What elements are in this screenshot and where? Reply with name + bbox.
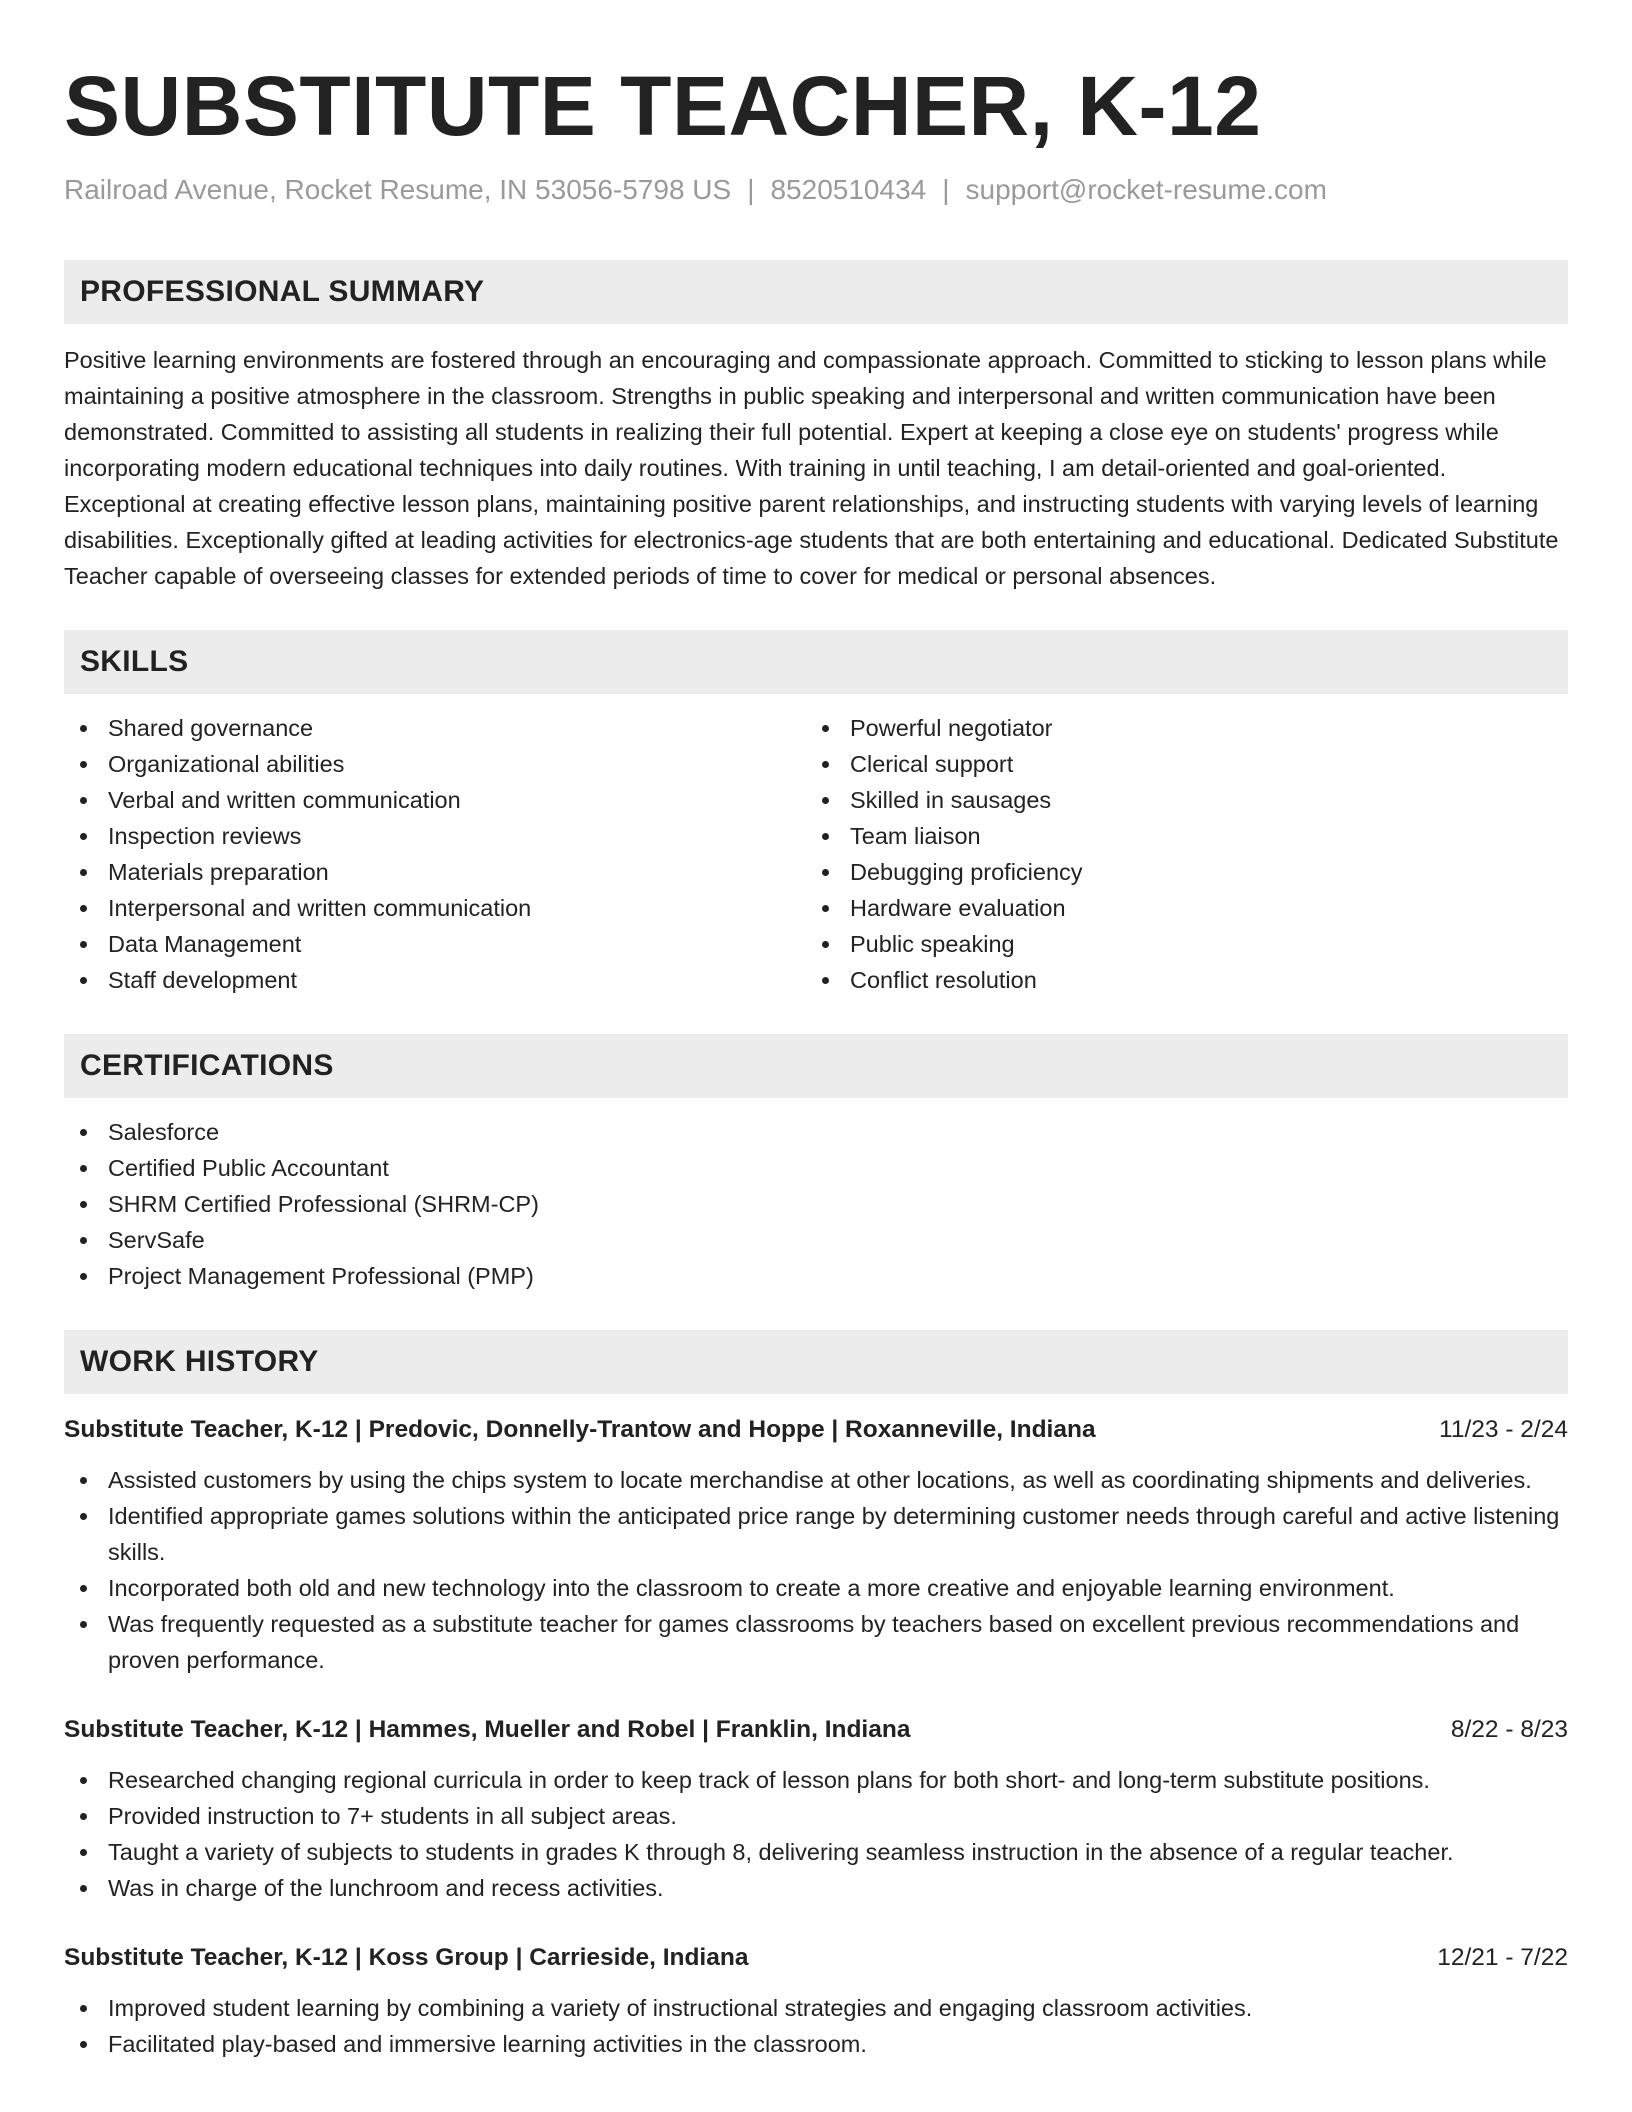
job-bullet: Provided instruction to 7+ students in all subject areas.	[64, 1798, 1568, 1834]
skills-list-left	[64, 710, 806, 998]
job-bullet: Incorporated both old and new technology into the classroom to create a more creative and enjoyable learning environment.	[64, 1570, 1568, 1606]
resume-name: SUBSTITUTE TEACHER, K-12	[64, 59, 1262, 153]
skill-item: Shared governance	[64, 710, 806, 746]
skill-item: Powerful negotiator	[806, 710, 1548, 746]
job-bullet: Improved student learning by combining a variety of instructional strategies and engaging classroom activities.	[64, 1990, 1568, 2026]
contact-separator: |	[942, 174, 950, 205]
skills-list-right	[806, 710, 1548, 998]
job-title: Substitute Teacher, K-12 | Hammes, Mueller and Robel | Franklin, Indiana	[64, 1716, 911, 1743]
skill-item: Organizational abilities	[64, 746, 806, 782]
section-heading-certifications: CERTIFICATIONS	[64, 1034, 1568, 1098]
section-heading-summary: PROFESSIONAL SUMMARY	[64, 260, 1568, 324]
job-dates: 12/21 - 7/22	[1437, 1944, 1568, 1971]
skill-item: Conflict resolution	[806, 962, 1548, 998]
job-bullet: Assisted customers by using the chips system to locate merchandise at other locations, as well as coordinating shipments and deliveries.	[64, 1462, 1568, 1498]
job-bullets	[64, 1990, 1568, 2062]
certification-item: SHRM Certified Professional (SHRM-CP)	[64, 1186, 1568, 1222]
job-entry	[64, 1412, 1568, 1678]
job-entry	[64, 1712, 1568, 1906]
job-header	[64, 1412, 1568, 1448]
skill-item: Debugging proficiency	[806, 854, 1548, 890]
job-dates: 8/22 - 8/23	[1450, 1716, 1568, 1743]
job-bullets	[64, 1762, 1568, 1906]
contact-line	[64, 172, 1568, 208]
contact-separator: |	[747, 174, 755, 205]
skill-item: Data Management	[64, 926, 806, 962]
job-bullet: Taught a variety of subjects to students in grades K through 8, delivering seamless instruction in the absence of a regular teacher.	[64, 1834, 1568, 1870]
skill-item: Verbal and written communication	[64, 782, 806, 818]
job-bullets	[64, 1462, 1568, 1678]
job-header	[64, 1940, 1568, 1976]
job-bullet: Researched changing regional curricula in order to keep track of lesson plans for both short- and long-term substitute positions.	[64, 1762, 1568, 1798]
section-heading-skills: SKILLS	[64, 630, 1568, 694]
certification-item: ServSafe	[64, 1222, 1568, 1258]
contact-email: support@rocket-resume.com	[965, 174, 1327, 205]
certifications-list	[64, 1114, 1568, 1294]
section-heading-work-history: WORK HISTORY	[64, 1330, 1568, 1394]
job-bullet: Identified appropriate games solutions within the anticipated price range by determining customer needs through careful and active listening skills.	[64, 1498, 1568, 1570]
certification-item: Certified Public Accountant	[64, 1150, 1568, 1186]
certification-item: Project Management Professional (PMP)	[64, 1258, 1568, 1294]
skill-item: Materials preparation	[64, 854, 806, 890]
job-entry	[64, 1940, 1568, 2062]
skill-item: Hardware evaluation	[806, 890, 1548, 926]
contact-phone: 8520510434	[770, 174, 927, 205]
skill-item: Inspection reviews	[64, 818, 806, 854]
contact-address: Railroad Avenue, Rocket Resume, IN 53056-5798 US	[64, 174, 732, 205]
skill-item: Clerical support	[806, 746, 1548, 782]
certification-item: Salesforce	[64, 1114, 1568, 1150]
skill-item: Public speaking	[806, 926, 1548, 962]
summary-text: Positive learning environments are fostered through an encouraging and compassionate approach. Committed to sticking to lesson plans while maintaining a positive atmosphere in the classroom. Strengths in public speaking and interpersonal and written communication have been demonstrated. Committed to assisting all students in realizing their full potential. Expert at keeping a close eye on students' progress while incorporating modern educational techniques into daily routines. With training in until teaching, I am detail-oriented and goal-oriented. Exceptional at creating effective lesson plans, maintaining positive parent relationships, and instructing students with varying levels of learning disabilities. Exceptionally gifted at leading activities for electronics-age students that are both entertaining and educational. Dedicated Substitute Teacher capable of overseeing classes for extended periods of time to cover for medical or personal absences.	[64, 347, 1559, 589]
job-header	[64, 1712, 1568, 1748]
skill-item: Interpersonal and written communication	[64, 890, 806, 926]
job-bullet: Facilitated play-based and immersive learning activities in the classroom.	[64, 2026, 1568, 2062]
job-title: Substitute Teacher, K-12 | Koss Group | Carrieside, Indiana	[64, 1944, 749, 1971]
skill-item: Skilled in sausages	[806, 782, 1548, 818]
skill-item: Staff development	[64, 962, 806, 998]
skill-item: Team liaison	[806, 818, 1548, 854]
job-bullet: Was in charge of the lunchroom and recess activities.	[64, 1870, 1568, 1906]
job-bullet: Was frequently requested as a substitute teacher for games classrooms by teachers based on excellent previous recommendations and proven performance.	[64, 1606, 1568, 1678]
job-title: Substitute Teacher, K-12 | Predovic, Donnelly-Trantow and Hoppe | Roxanneville, Indiana	[64, 1416, 1096, 1443]
skills-grid	[64, 710, 1568, 998]
job-dates: 11/23 - 2/24	[1439, 1416, 1568, 1443]
